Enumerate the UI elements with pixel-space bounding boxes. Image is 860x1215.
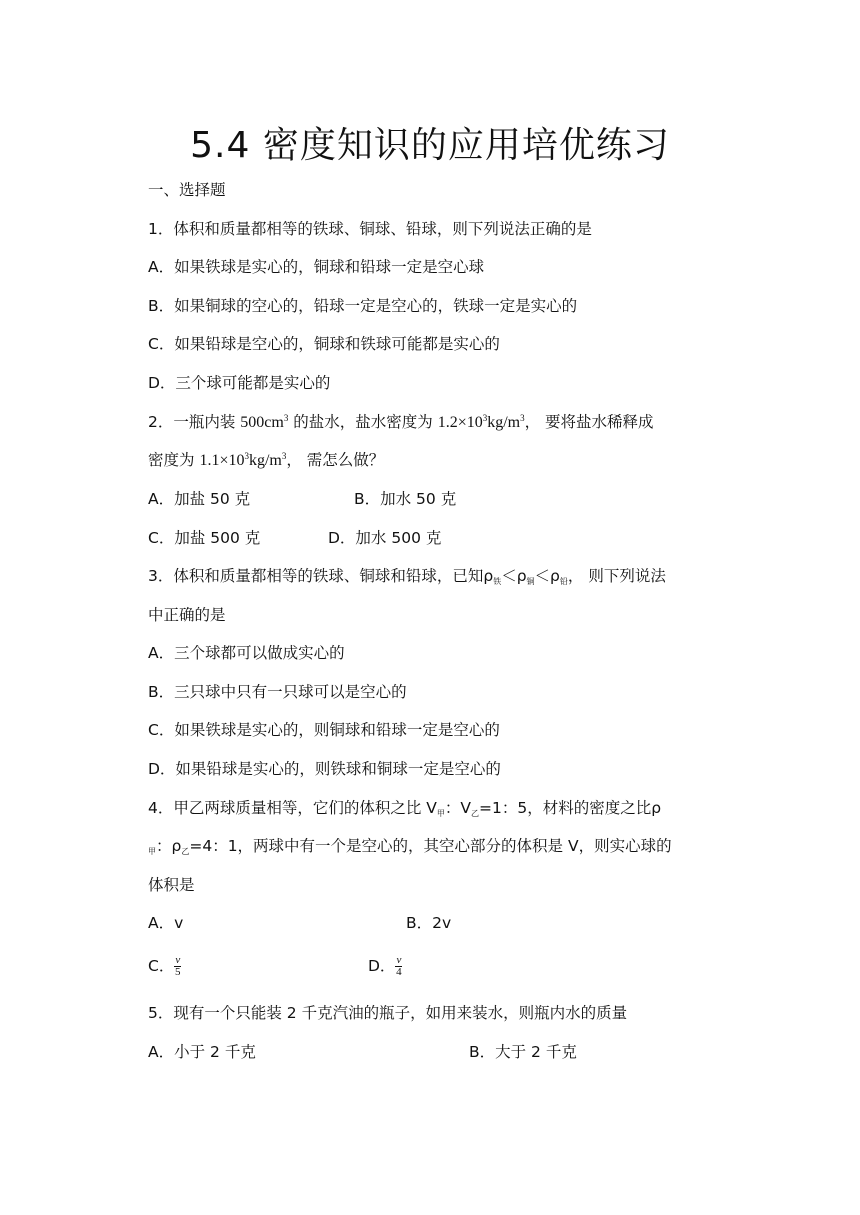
question-4-options-row-2 [148, 954, 402, 978]
question-4-option-d: D． $\frac{v}{4}$ [368, 954, 402, 978]
question-3-option-a: A．三个球都可以做成实心的 [148, 644, 345, 662]
question-3-stem-line-1: 3．体积和质量都相等的铁球、铜球和铅球，已知$\rho_铁<\rho_铜<\rho_铅$， 则下列说法 [148, 567, 666, 586]
fraction-v-over-5: $\frac{v}{5}$ [175, 954, 181, 978]
question-4-stem-line-2: $_甲$：$\rho_乙=4$：1，两球中有一个是空心的，其空心部分的体积是 V，则实心球的 [148, 837, 672, 856]
question-3-option-c: C．如果铁球是实心的，则铜球和铅球一定是空心的 [148, 721, 500, 739]
question-2-option-c: C．加盐 500 克 [148, 529, 261, 547]
question-1-option-c: C．如果铅球是空心的，铜球和铁球可能都是实心的 [148, 335, 500, 353]
question-2-stem-line-1: 2．一瓶内装 $500cm^3$ 的盐水，盐水密度为 $1.2\times 10^3kg/m^3$， 要将盐水稀释成 [148, 413, 654, 431]
question-4-stem-line-1: 4．甲乙两球质量相等，它们的体积之比 $V_甲$：$V_乙=1$：5，材料的密度之比ρ [148, 799, 662, 818]
question-5-option-a: A．小于 2 千克 [148, 1043, 256, 1061]
question-5-stem: 5．现有一个只能装 2 千克汽油的瓶子，如用来装水，则瓶内水的质量 [148, 1004, 628, 1022]
question-5-options-row [148, 1041, 577, 1063]
question-2-option-d: D．加水 500 克 [328, 529, 442, 547]
question-4-stem-line-3: 体积是 [148, 876, 195, 894]
question-2-options-row-2 [148, 527, 442, 549]
fraction-v-over-4: $\frac{v}{4}$ [396, 954, 402, 978]
question-1-option-b: B．如果铜球的空心的，铅球一定是空心的，铁球一定是实心的 [148, 297, 578, 315]
section-heading: 一、选择题 [148, 181, 226, 199]
question-3-stem-line-2: 中正确的是 [148, 606, 226, 624]
question-2-stem-line-2: 密度为 $1.1\times 10^3kg/m^3$， 需怎么做？ [148, 451, 385, 469]
question-4-option-a: A．v [148, 914, 184, 932]
page-title: 5.4 密度知识的应用培优练习 [190, 125, 670, 166]
question-3-option-b: B．三只球中只有一只球可以是空心的 [148, 683, 407, 701]
question-1-option-d: D．三个球可能都是实心的 [148, 374, 331, 392]
question-1-stem: 1．体积和质量都相等的铁球、铜球、铅球，则下列说法正确的是 [148, 220, 592, 238]
question-2-options-row-1 [148, 488, 457, 510]
question-2-option-b: B．加水 50 克 [354, 490, 457, 508]
question-4-option-b: B．2v [406, 914, 452, 932]
question-1-option-a: A．如果铁球是实心的，铜球和铅球一定是空心球 [148, 258, 485, 276]
question-5-option-b: B．大于 2 千克 [469, 1043, 577, 1061]
question-4-options-row-1 [148, 912, 452, 934]
question-3-option-d: D．如果铅球是实心的，则铁球和铜球一定是空心的 [148, 760, 501, 778]
question-4-option-c: C． $\frac{v}{5}$ [148, 954, 181, 978]
question-2-option-a: A．加盐 50 克 [148, 490, 251, 508]
